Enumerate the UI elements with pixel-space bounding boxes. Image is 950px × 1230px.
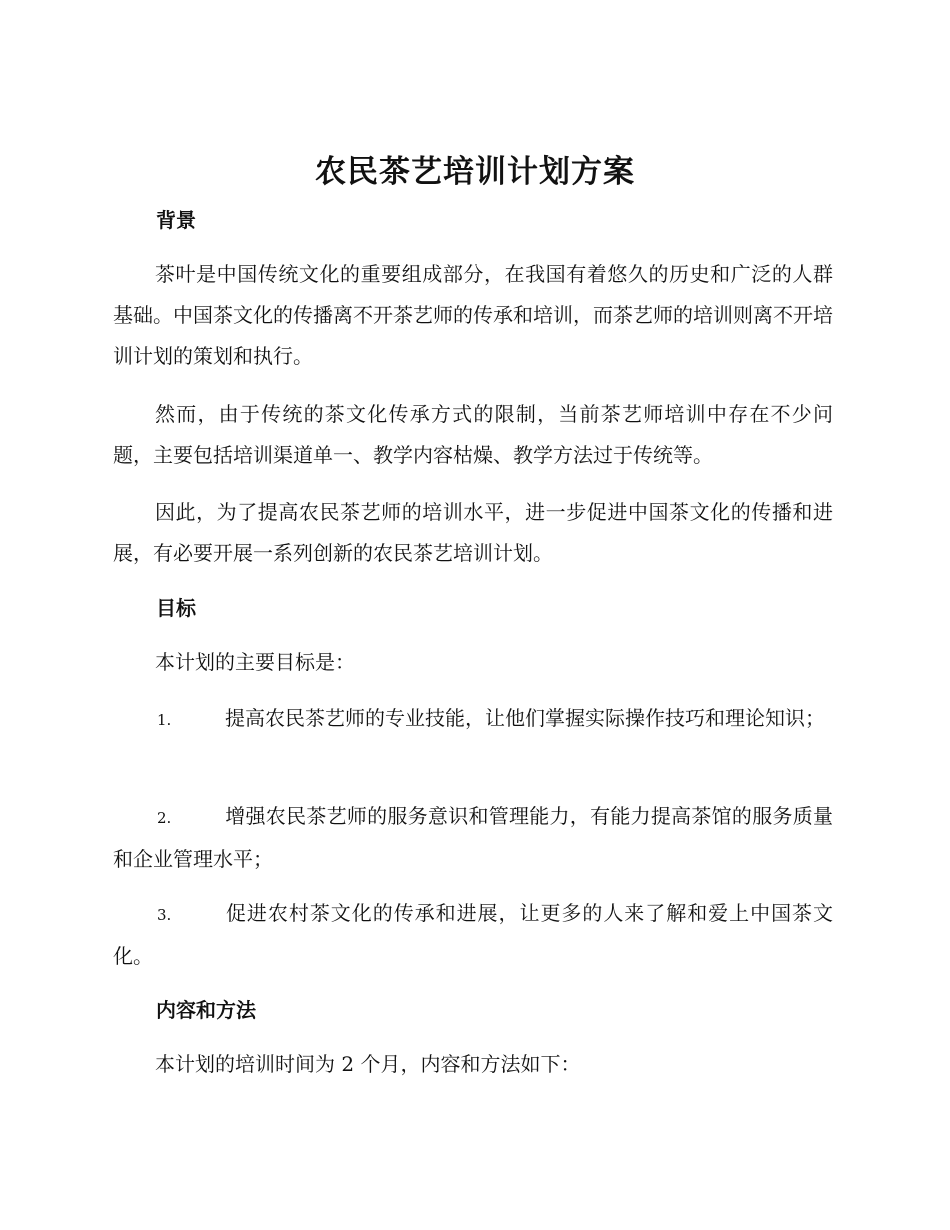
list-item [113, 796, 833, 880]
list-item-text: 提高农民茶艺师的专业技能，让他们掌握实际操作技巧和理论知识； [225, 706, 825, 730]
section-heading-content-methods: 内容和方法 [156, 998, 256, 1022]
list-item [113, 698, 833, 741]
section-heading-background: 背景 [156, 208, 196, 232]
list-item-number: 1. [157, 711, 172, 729]
list-item-text: 促进农村茶文化的传承和进展，让更多的人来了解和爱上中国茶文化。 [113, 901, 833, 968]
paragraph: 因此，为了提高农民茶艺师的培训水平，进一步促进中国茶文化的传播和进展，有必要开展一系列创新的农民茶艺培训计划。 [113, 500, 833, 565]
list-item-text: 增强农民茶艺师的服务意识和管理能力，有能力提高茶馆的服务质量和企业管理水平； [113, 804, 833, 871]
paragraph: 茶叶是中国传统文化的重要组成部分，在我国有着悠久的历史和广泛的人群基础。中国茶文化的传播离不开茶艺师的传承和培训，而茶艺师的培训则离不开培训计划的策划和执行。 [113, 262, 833, 368]
paragraph: 然而，由于传统的茶文化传承方式的限制，当前茶艺师培训中存在不少问题，主要包括培训渠道单一、教学内容枯燥、教学方法过于传统等。 [113, 402, 833, 467]
section-heading-goals: 目标 [156, 596, 196, 620]
list-item-number: 2. [157, 809, 172, 827]
list-item [113, 893, 833, 977]
paragraph: 本计划的主要目标是： [155, 650, 355, 674]
list-item-number: 3. [157, 906, 172, 924]
document-title: 农民茶艺培训计划方案 [315, 154, 635, 190]
paragraph: 本计划的培训时间为 2 个月，内容和方法如下： [155, 1052, 581, 1076]
